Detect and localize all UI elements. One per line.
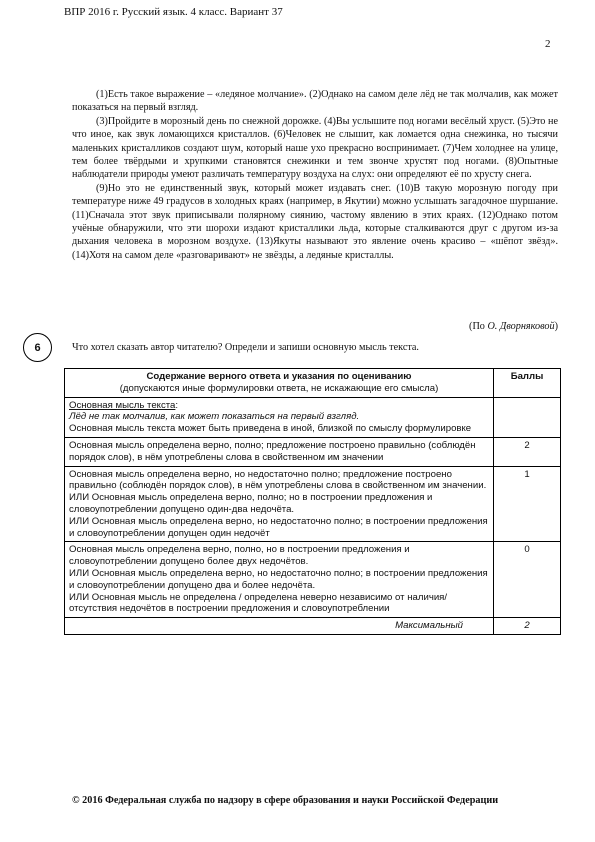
criterion-points: 2 xyxy=(494,437,561,466)
criterion-text: Основная мысль определена верно, но недостаточно полно; предложение построено правильно (соблюдён порядок слов), в нём употреблены слова в свойственном им значении. ИЛИ Основная мысль определена верно, полно; но в построении предложения и словоупотреблении допущено один-два недочёта. ИЛИ Основная мысль определена верно, но недостаточно полно; в построении предложения и словоупотреблении допущен один недочёт xyxy=(65,466,494,542)
criterion-points: 1 xyxy=(494,466,561,542)
attribution-author: О. Дворняковой xyxy=(487,321,555,332)
passage-attribution xyxy=(469,321,558,332)
answer-colon: : xyxy=(175,399,179,411)
reading-passage xyxy=(72,88,558,262)
criteria-header-subtitle: (допускаются иные формулировки ответа, не искажающие его смысла) xyxy=(119,382,439,394)
table-row xyxy=(65,466,561,542)
criteria-header xyxy=(65,369,494,398)
max-score-row xyxy=(65,618,561,635)
criteria-header-title: Содержание верного ответа и указания по оцениванию xyxy=(146,371,412,382)
max-score-label: Максимальный xyxy=(65,618,494,635)
table-row xyxy=(65,542,561,618)
answer-row xyxy=(65,397,561,437)
answer-text: Лёд не так молчалив, как может показаться на первый взгляд. xyxy=(69,411,360,423)
max-score-value: 2 xyxy=(494,618,561,635)
question-text: Что хотел сказать автор читателю? Определи и запиши основную мысль текста. xyxy=(72,342,419,353)
answer-label: Основная мысль текста xyxy=(69,399,176,411)
passage-paragraph-1: (1)Есть такое выражение – «ледяное молчание». (2)Однако на самом деле лёд не так молчалив, как может показаться на первый взгляд. xyxy=(72,89,558,114)
grading-table-header xyxy=(65,369,561,398)
document-header: ВПР 2016 г. Русский язык. 4 класс. Вариант 37 xyxy=(64,6,283,18)
attribution-prefix: (По xyxy=(469,321,488,332)
criterion-text: Основная мысль определена верно, полно, но в построении предложения и словоупотреблении допущено более двух недочётов. ИЛИ Основная мысль определена верно, но недостаточно полно; в построении предложения и словоупотреблении допущено два и более недочёта. ИЛИ Основная мысль не определена / определена неверно независимо от наличия/отсутствия недочётов в построении предложения и словоупотреблении xyxy=(65,542,494,618)
question-number-badge: 6 xyxy=(23,333,52,362)
passage-paragraph-3: (9)Но это не единственный звук, который может издавать снег. (10)В такую морозную погоду при температуре ниже 49 градусов в холодных краях (например, в Якутии) можно услышать загадочное шуршание. (11)Сначала этот звук приписывали полярному сиянию, частому явлению в этих краях. (12)Однако потом учёные обнаружили, что эти шорохи издают кристаллики льда, которые сталкиваются друг с другом из-за дыхания человека в морозном воздухе. (13)Якуты называют это явление очень красиво – «шёпот звёзд». (14)Хотя на самом деле «разговаривают» не звёзды, а ледяные кристаллы. xyxy=(72,182,558,261)
answer-cell xyxy=(65,397,494,437)
attribution-suffix: ) xyxy=(554,321,558,332)
answer-points-cell xyxy=(494,397,561,437)
table-row xyxy=(65,437,561,466)
grading-table xyxy=(64,368,561,635)
page-number: 2 xyxy=(545,38,551,50)
criterion-text: Основная мысль определена верно, полно; предложение построено правильно (соблюдён порядок слов), в нём употреблены слова в свойственном им значении xyxy=(65,437,494,466)
answer-note: Основная мысль текста может быть приведена в иной, близкой по смыслу формулировке xyxy=(69,423,472,435)
copyright-footer: © 2016 Федеральная служба по надзору в сфере образования и науки Российской Федерации xyxy=(72,795,499,806)
criterion-points: 0 xyxy=(494,542,561,618)
passage-paragraph-2: (3)Пройдите в морозный день по снежной дорожке. (4)Вы услышите под ногами весёлый хруст. (5)Это не что иное, как звук ломающихся кристаллов. (6)Человек не слышит, как ломается одна снежинка, но тысячи маленьких кристалликов создают шум, который наше ухо прекрасно воспринимает. (7)Чем холоднее на улице, тем более твёрдыми и хрупкими становятся снежинки и тем звонче хрустят под ногами. (8)Опытные наблюдатели природы умеют различать температуру воздуха на слух: они определяют её по хрусту снега. xyxy=(72,115,558,181)
points-header: Баллы xyxy=(494,369,561,398)
